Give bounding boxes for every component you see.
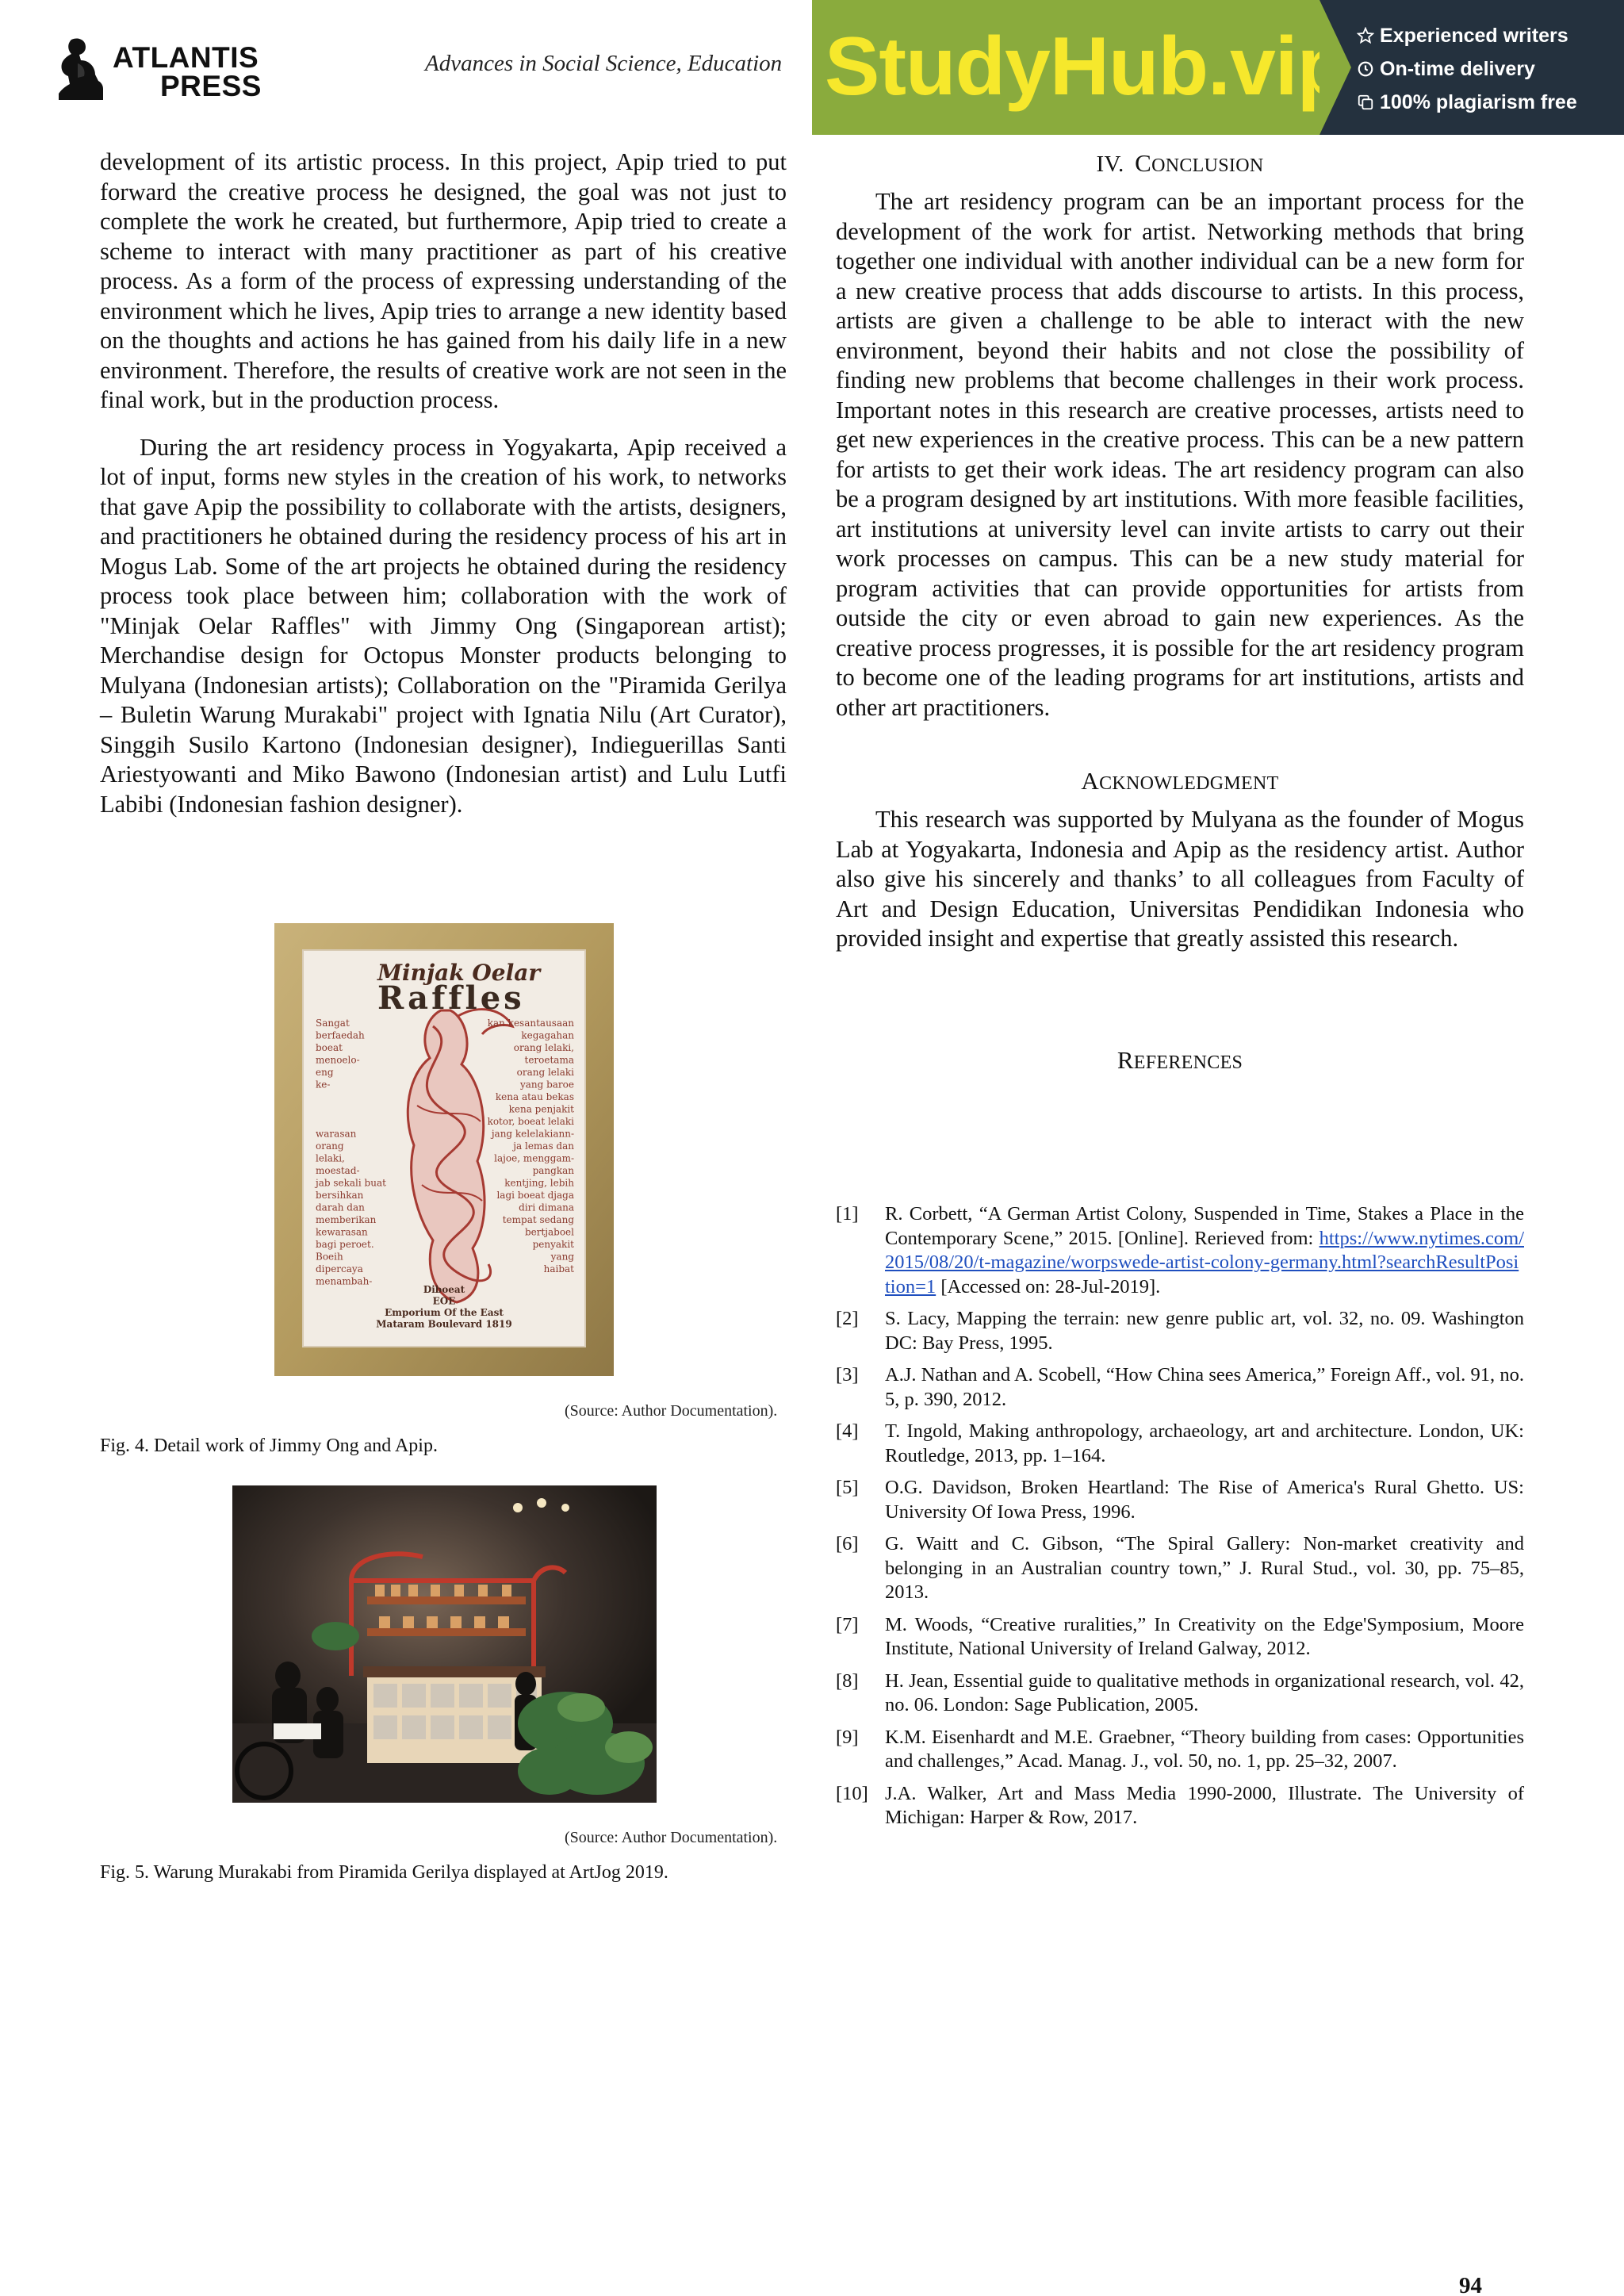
reference-citation: G. Waitt and C. Gibson, “The Spiral Gallery: Non-market creativity and belonging in an Australian country town,” J. Rural Stud., vol. 30, pp. 75–85, 2013. [885,1533,1524,1603]
references-heading [836,1046,1524,1075]
heading-initial: R [1116,1045,1134,1074]
reference-number: [10] [836,1782,868,1804]
reference-citation: O.G. Davidson, Broken Heartland: The Rise of America's Rural Ghetto. US: University Of Iowa Press, 1996. [885,1477,1524,1523]
poster-text-line: warasan [316,1128,357,1140]
reference-accessed: [Accessed on: 28-Jul-2019]. [936,1275,1161,1297]
reference-number: [1] [836,1203,859,1225]
poster-text-line: menambah- [316,1275,373,1287]
poster-text-line: berfaedah [316,1029,365,1041]
reference-text [885,1782,1524,1830]
reference-text [885,1476,1524,1524]
reference-number: [3] [836,1364,859,1386]
ad-feature-item [1356,52,1577,86]
poster-text-line: kena atau bekas [495,1091,574,1102]
poster-title-line1: Minjak Oelar [377,960,541,986]
heading-rest: EFERENCES [1133,1052,1243,1073]
poster-text-line: kena penjakit [508,1103,574,1115]
ad-feature-label: Experienced writers [1380,24,1568,47]
poster-text-line: bersihkan [316,1190,364,1201]
reference-text [885,1420,1524,1468]
reference-item [836,1613,1524,1662]
poster-text-line: tempat sedang [502,1214,574,1225]
reference-citation: S. Lacy, Mapping the terrain: new genre public art, vol. 32, no. 09. Washington DC: Bay Press, 1995. [885,1308,1524,1354]
reference-number: [6] [836,1533,859,1554]
poster-text-line: ke- [316,1079,331,1091]
conclusion-paragraph: The art residency program can be an important process for the development of the work for artist. Networking methods that bring together one individual with another individual can be a new form for a new creative process that adds discourse to artists. In this process, artists are given a challenge to be able to interact with the new environment, beyond their habits and not close the possibility of finding new problems that become challenges in their work process. Important notes in this research are creative processes, artists need to get new experiences in the creative process. This can be a new pattern for artists to get their work ideas. The art residency program can also be a program designed by art institutions. With more feasible facilities, art institutions at university level can invite artists to carry out their work processes on campus. This can be a new study material for program activities that can provide opportunities for artists from outside the city or even abroad to gain new experiences. As the creative process progresses, it is possible for the art residency program to become one of the leading programs for art institutions, artists and other art practitioners. [836,188,1524,721]
poster-text-line: eng [316,1067,334,1078]
copy-icon [1356,93,1375,112]
poster-text-line: lajoe, menggam- [494,1152,574,1164]
poster-text-line: jang kelelakiann- [491,1128,574,1140]
poster-text-line: boeat [316,1042,343,1053]
reference-citation: K.M. Eisenhardt and M.E. Graebner, “Theory building from cases: Opportunities and challenges,” Acad. Manag. J., vol. 50, no. 1, pp. 25–32, 2007. [885,1726,1524,1772]
reference-text [885,1307,1524,1355]
poster-text-line: haibat [543,1263,574,1274]
poster-text-line: menoelo- [316,1054,360,1066]
reference-item [836,1726,1524,1774]
poster-text-line: darah dan [316,1202,365,1213]
heading-initial: A [1081,767,1100,795]
page-number: 94 [1459,2273,1482,2296]
reference-item [836,1307,1524,1355]
ad-feature-label: On-time delivery [1380,57,1535,80]
ad-brand-panel [812,0,1347,135]
publisher-logo [54,36,268,103]
heading-number: IV. [1096,151,1124,177]
poster-text-line: Mataram Boulevard 1819 [376,1318,512,1330]
figure-4-source: (Source: Author Documentation). [565,1402,778,1420]
poster-text-line: Emporium Of the East [385,1307,504,1318]
reference-text [885,1202,1524,1299]
reference-citation: T. Ingold, Making anthropology, archaeology, art and architecture. London, UK: Routledge, 2013, pp. 1–164. [885,1420,1524,1466]
poster-text-line: dipercaya [316,1263,363,1274]
poster-text-line: Boeih [316,1251,343,1263]
thinker-logo-icon [54,36,105,103]
reference-number: [4] [836,1420,859,1442]
reference-number: [8] [836,1669,859,1692]
clock-icon [1356,59,1375,79]
reference-list [836,1202,1524,1838]
poster-text-line: penyakit [532,1239,574,1250]
reference-item [836,1420,1524,1468]
journal-title: Advances in Social Science, Education [425,51,783,76]
poster-text-line: teroetama [524,1054,574,1066]
reference-citation: M. Woods, “Creative ruralities,” In Creativity on the Edge'Symposium, Moore Institute, National University of Ireland Galway, 2012. [885,1613,1524,1659]
figure-5-caption: Fig. 5. Warung Murakabi from Piramida Gerilya displayed at ArtJog 2019. [100,1862,668,1883]
ad-feature-item [1356,19,1577,52]
poster-text-line: Diboeat [423,1284,465,1295]
ad-arrow-shape [1320,0,1351,135]
poster-text-line: kewarasan [316,1226,368,1238]
poster-text-line: orang lelaki [516,1067,574,1078]
poster-text-line: kan kesantausaan [487,1018,574,1029]
poster-title-line2: Raffles [377,979,525,1017]
ad-brand-name: StudyHub.vip [825,21,1347,113]
poster-text-line: orang [316,1140,344,1152]
reference-text [885,1726,1524,1774]
heading-initial: C [1135,149,1152,177]
poster-text-line: pangkan [532,1165,574,1176]
reference-text [885,1613,1524,1662]
poster-text-line: jab sekali buat [316,1177,386,1189]
poster-text-line: memberikan [316,1214,377,1225]
poster-text-line: diri dimana [519,1202,574,1213]
acknowledgment-paragraph: This research was supported by Mulyana as the founder of Mogus Lab at Yogyakarta, Indonesia and Apip as the residency artist. Author also give his sincerely and thanks’ to all colleagues from Faculty of Art and Design Education, Universitas Pendidikan Indonesia who provided insight and expertise that greatly assisted this research. [836,806,1524,952]
poster-text-line: bagi peroet. [316,1239,374,1250]
acknowledgment-heading [836,767,1524,795]
figure-5-source: (Source: Author Documentation). [565,1829,778,1846]
figure-5-image [232,1485,657,1803]
reference-item [836,1669,1524,1718]
ad-feature-list [1356,19,1577,119]
reference-text [885,1363,1524,1412]
left-column [100,148,787,819]
body-paragraph: During the art residency process in Yogyakarta, Apip received a lot of input, forms new styles in the creation of his work, to networks that gave Apip the possibility to collaborate with the artists, designers, and practitioners he obtained during the residency process of his art in Mogus Lab. Some of the art projects he obtained during the residency process took place between him; collaboration with the work of "Minjak Oelar Raffles" with Jimmy Ong (Singaporean artist); Merchandise design for Octopus Monster products belonging to Mulyana (Indonesian artists); Collaboration on the "Piramida Gerilya – Buletin Warung Murakabi" project with Ignatia Nilu (Art Curator), Singgih Susilo Kartono (Indonesian designer), Indieguerillas Santi Ariestyowanti and Miko Bawono (Indonesian artist) and Lulu Lutfi Labibi (Indonesian fashion designer). [100,433,787,818]
poster-text-line: lagi boeat djaga [496,1190,574,1201]
right-column [836,148,1524,1075]
reference-citation: J.A. Walker, Art and Mass Media 1990-2000, Illustrate. The University of Michigan: Harper & Row, 2017. [885,1782,1524,1828]
poster-text-line: Sangat [316,1018,350,1029]
figure-4-image [274,923,614,1376]
poster-text-line: kentjing, lebih [504,1177,574,1189]
poster-text-line: EOE [432,1295,456,1307]
reference-item [836,1782,1524,1830]
poster-text-line: bertjaboel [524,1226,574,1238]
ad-feature-item [1356,86,1577,119]
figure-4-caption: Fig. 4. Detail work of Jimmy Ong and Apip. [100,1435,438,1456]
reference-text [885,1669,1524,1718]
reference-item [836,1532,1524,1605]
poster-text-line: yang [550,1251,574,1263]
poster-text-line: ja lemas dan [513,1140,574,1152]
poster-text-line: kotor, boeat lelaki [487,1116,574,1127]
reference-link[interactable]: https://www.nytimes.com/2015/08/20/t-magazine/worpswede-artist-colony-germany.html?searchResultPosition=1 [885,1227,1524,1297]
poster-text-line: yang baroe [519,1079,574,1091]
poster-text-line: kegagahan [521,1029,574,1041]
reference-citation: A.J. Nathan and A. Scobell, “How China sees America,” Foreign Aff., vol. 91, no. 5, p. 390, 2012. [885,1364,1524,1410]
reference-text [885,1532,1524,1605]
heading-rest: ONCLUSION [1151,155,1264,176]
body-paragraph: development of its artistic process. In this project, Apip tried to put forward the creative process he designed, the goal was not just to complete the work he created, but furthermore, Apip tried to create a scheme to interact with many practitioner as part of his creative process. As a form of the process of expressing understanding of the environment which he lives, Apip tries to arrange a new identity based on the thoughts and actions he has gained from his daily life in a new environment. Therefore, the results of creative work are not seen in the final work, but in the production process. [100,148,787,413]
reference-number: [7] [836,1613,859,1635]
poster-text-line: lelaki, [316,1152,345,1164]
poster-text-line: orang lelaki, [513,1042,574,1053]
publisher-name-line2: PRESS [160,70,262,102]
reference-citation: R. Corbett, “A German Artist Colony, Suspended in Time, Stakes a Place in the Contemporary Scene,” 2015. [Online]. Rerieved from: [885,1203,1524,1249]
advertisement-banner[interactable] [812,0,1624,135]
ad-feature-label: 100% plagiarism free [1380,90,1577,113]
poster-text-line: moestad- [316,1165,360,1176]
reference-item [836,1476,1524,1524]
conclusion-heading [836,149,1524,178]
reference-citation: H. Jean, Essential guide to qualitative methods in organizational research, vol. 42, no. 06. London: Sage Publication, 2005. [885,1669,1524,1715]
reference-number: [5] [836,1477,859,1498]
heading-rest: CKNOWLEDGMENT [1099,773,1279,794]
reference-item [836,1202,1524,1299]
star-icon [1356,26,1375,45]
reference-number: [9] [836,1726,859,1748]
publisher-name-line1: ATLANTIS [113,41,259,74]
reference-number: [2] [836,1308,859,1329]
reference-item [836,1363,1524,1412]
